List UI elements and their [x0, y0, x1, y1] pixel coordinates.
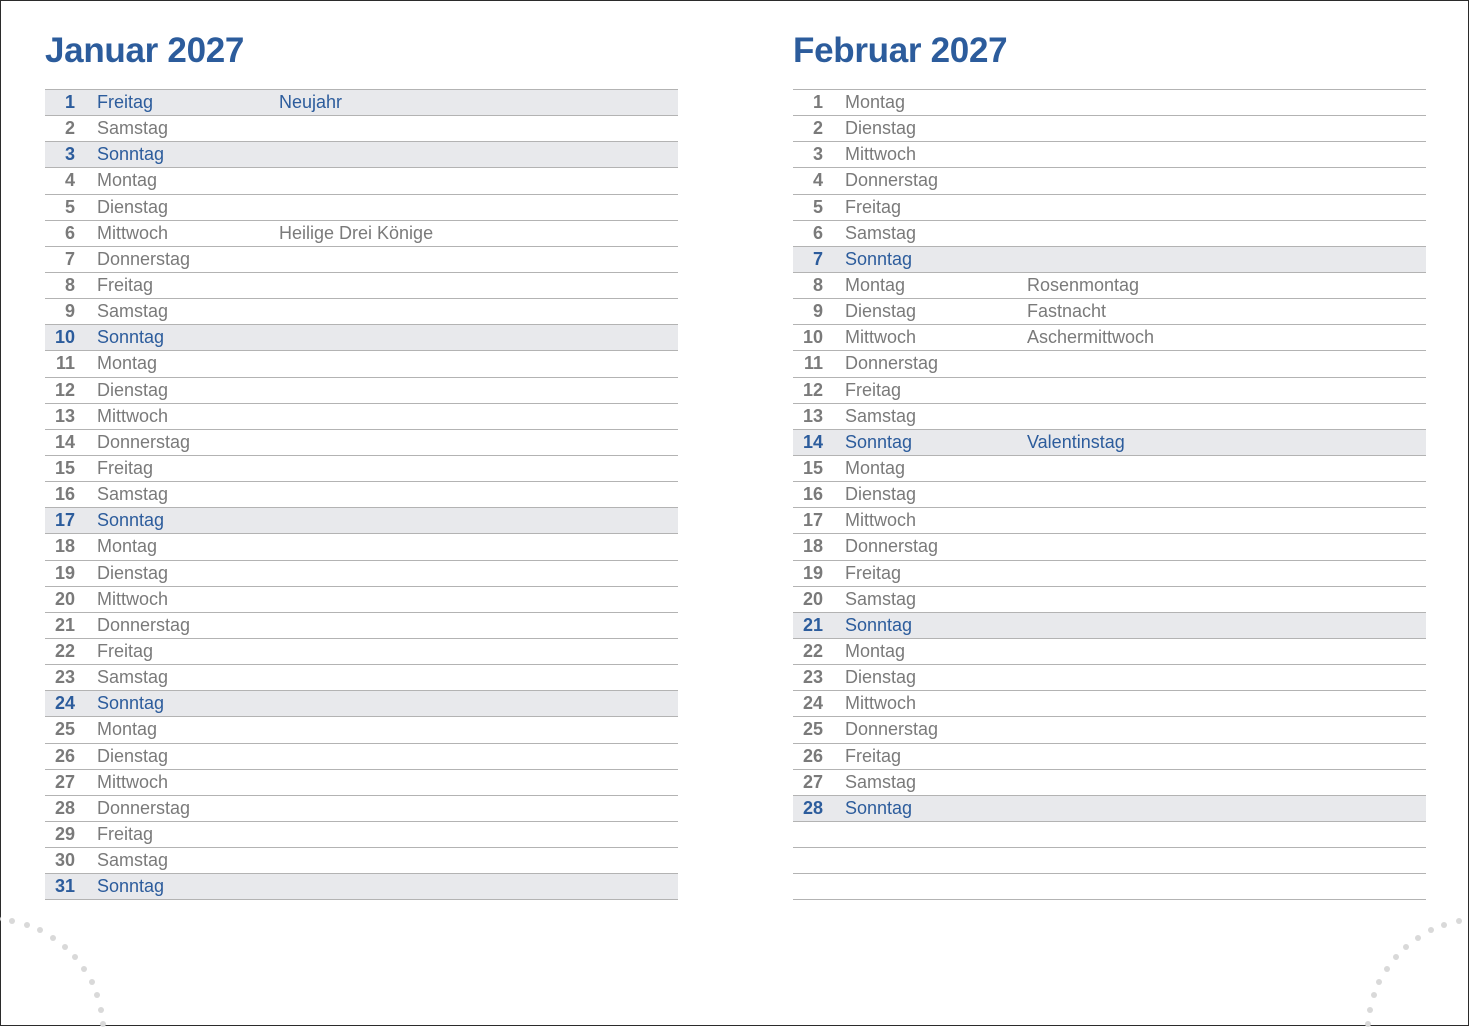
- day-number: 13: [802, 405, 823, 426]
- day-row: [45, 221, 678, 247]
- day-number: 5: [64, 196, 75, 217]
- day-row: [45, 508, 678, 534]
- day-number: 19: [802, 562, 823, 583]
- day-row: [45, 482, 678, 508]
- day-row: [45, 116, 678, 142]
- weekday-name: Freitag: [97, 457, 154, 478]
- day-number: 20: [54, 588, 75, 609]
- day-number: 2: [64, 118, 75, 139]
- day-row: [45, 378, 678, 404]
- weekday-name: Dienstag: [845, 484, 917, 505]
- weekday-name: Mittwoch: [97, 771, 169, 792]
- day-row: [793, 299, 1426, 325]
- weekday-name: Dienstag: [97, 196, 169, 217]
- weekday-name: Freitag: [845, 745, 902, 766]
- weekday-name: Donnerstag: [97, 614, 191, 635]
- weekday-name: Donnerstag: [97, 797, 191, 818]
- weekday-name: Mittwoch: [97, 222, 169, 243]
- day-number: 8: [64, 274, 75, 295]
- day-number: 1: [64, 92, 75, 112]
- day-row: [45, 247, 678, 273]
- decor-dot: [50, 935, 56, 941]
- empty-row: [793, 874, 1426, 900]
- day-number: 12: [54, 379, 75, 400]
- day-row: [45, 613, 678, 639]
- weekday-name: Sonntag: [97, 693, 165, 714]
- day-row: [45, 273, 678, 299]
- day-number: 16: [54, 484, 75, 505]
- day-number: 18: [802, 536, 823, 557]
- day-number: 15: [802, 457, 823, 478]
- day-number: 24: [802, 693, 823, 714]
- day-number: 30: [54, 850, 75, 871]
- weekday-name: Sonntag: [97, 327, 165, 348]
- weekday-name: Sonntag: [845, 248, 913, 269]
- weekday-name: Montag: [97, 353, 158, 374]
- day-number: 17: [802, 510, 823, 531]
- month-title: Februar 2027: [793, 31, 1008, 70]
- decor-dot: [1367, 1007, 1373, 1013]
- weekday-name: Montag: [845, 640, 906, 661]
- day-row: [793, 665, 1426, 691]
- day-list: [45, 89, 678, 900]
- empty-row: [793, 848, 1426, 874]
- day-row: [45, 430, 678, 456]
- weekday-name: Donnerstag: [97, 431, 191, 452]
- decor-dot: [1428, 927, 1434, 933]
- weekday-name: Dienstag: [845, 301, 917, 322]
- day-number: 10: [54, 327, 75, 348]
- weekday-name: Freitag: [845, 196, 902, 217]
- weekday-name: Samstag: [845, 771, 917, 792]
- weekday-name: Donnerstag: [845, 353, 939, 374]
- weekday-name: Donnerstag: [845, 719, 939, 740]
- decor-dot: [1376, 979, 1382, 985]
- day-row: [45, 195, 678, 221]
- day-row: [793, 247, 1426, 273]
- decor-dot: [94, 992, 100, 998]
- day-row: [793, 195, 1426, 221]
- weekday-name: Samstag: [845, 222, 917, 243]
- weekday-name: Montag: [97, 536, 158, 557]
- weekday-name: Mittwoch: [845, 693, 917, 714]
- weekday-name: Mittwoch: [845, 144, 917, 165]
- day-number: 25: [802, 719, 823, 740]
- holiday-label: Aschermittwoch: [1027, 327, 1155, 348]
- day-row: [45, 770, 678, 796]
- day-number: 11: [55, 353, 75, 374]
- day-row: [793, 587, 1426, 613]
- weekday-name: Samstag: [97, 301, 169, 322]
- day-number: 2: [812, 118, 823, 139]
- decor-dot: [100, 1021, 106, 1027]
- day-number: 3: [64, 144, 75, 165]
- day-row: [45, 796, 678, 822]
- day-number: 26: [802, 745, 823, 766]
- day-row: [793, 796, 1426, 822]
- decor-dot: [0, 916, 1, 922]
- day-row: [45, 325, 678, 351]
- day-number: 31: [54, 876, 75, 897]
- weekday-name: Samstag: [97, 484, 169, 505]
- weekday-name: Samstag: [845, 588, 917, 609]
- day-number: 18: [54, 536, 75, 557]
- decor-dot: [1371, 992, 1377, 998]
- weekday-name: Freitag: [845, 562, 902, 583]
- decor-dot: [1456, 918, 1462, 924]
- day-number: 23: [54, 667, 75, 688]
- holiday-label: Fastnacht: [1027, 301, 1107, 322]
- weekday-name: Donnerstag: [845, 170, 939, 191]
- decor-dot: [37, 927, 43, 933]
- day-number: 4: [64, 170, 75, 191]
- weekday-name: Donnerstag: [97, 248, 191, 269]
- day-row: [45, 848, 678, 874]
- day-number: 14: [54, 431, 75, 452]
- day-number: 8: [812, 274, 823, 295]
- day-number: 7: [64, 248, 75, 269]
- decor-dot: [9, 918, 15, 924]
- decor-dot: [1403, 944, 1409, 950]
- day-number: 9: [64, 301, 75, 322]
- day-row: [45, 168, 678, 194]
- day-row: [793, 351, 1426, 377]
- weekday-name: Freitag: [97, 92, 154, 112]
- weekday-name: Montag: [97, 170, 158, 191]
- day-number: 22: [802, 640, 823, 661]
- weekday-name: Mittwoch: [97, 588, 169, 609]
- day-row: [45, 665, 678, 691]
- day-row: [45, 299, 678, 325]
- decor-dot: [1441, 922, 1447, 928]
- day-row: [793, 561, 1426, 587]
- day-row: [45, 744, 678, 770]
- weekday-name: Sonntag: [97, 510, 165, 531]
- day-number: 10: [802, 327, 823, 348]
- empty-row: [793, 822, 1426, 848]
- day-row: [45, 691, 678, 717]
- day-number: 26: [54, 745, 75, 766]
- day-number: 11: [803, 353, 823, 374]
- day-row: [793, 325, 1426, 351]
- day-row: [793, 639, 1426, 665]
- day-row: [45, 534, 678, 560]
- weekday-name: Freitag: [845, 379, 902, 400]
- weekday-name: Dienstag: [97, 745, 169, 766]
- weekday-name: Montag: [845, 92, 906, 112]
- month-title: Januar 2027: [45, 31, 245, 70]
- day-number: 27: [802, 771, 823, 792]
- decor-dot: [1365, 1021, 1371, 1027]
- day-number: 21: [54, 614, 75, 635]
- weekday-name: Dienstag: [97, 379, 169, 400]
- weekday-name: Donnerstag: [845, 536, 939, 557]
- decor-dot: [1415, 935, 1421, 941]
- day-row: [793, 534, 1426, 560]
- day-number: 1: [812, 92, 823, 112]
- day-number: 16: [802, 484, 823, 505]
- day-number: 12: [802, 379, 823, 400]
- day-row: [793, 378, 1426, 404]
- holiday-label: Heilige Drei Könige: [279, 222, 434, 243]
- day-number: 6: [812, 222, 823, 243]
- day-row: [793, 90, 1426, 116]
- weekday-name: Samstag: [97, 850, 169, 871]
- day-number: 28: [54, 797, 75, 818]
- day-number: 9: [812, 301, 823, 322]
- day-number: 21: [802, 614, 823, 635]
- holiday-label: Rosenmontag: [1027, 274, 1140, 295]
- weekday-name: Freitag: [97, 274, 154, 295]
- day-number: 29: [54, 823, 75, 844]
- day-number: 20: [802, 588, 823, 609]
- day-row: [793, 116, 1426, 142]
- weekday-name: Mittwoch: [845, 510, 917, 531]
- day-row: [45, 561, 678, 587]
- day-number: 5: [812, 196, 823, 217]
- day-row: [793, 221, 1426, 247]
- weekday-name: Freitag: [97, 823, 154, 844]
- weekday-name: Samstag: [97, 667, 169, 688]
- day-number: 24: [54, 693, 75, 714]
- day-number: 13: [54, 405, 75, 426]
- day-row: [45, 639, 678, 665]
- day-row: [793, 482, 1426, 508]
- day-row: [793, 691, 1426, 717]
- weekday-name: Mittwoch: [845, 327, 917, 348]
- day-row: [793, 456, 1426, 482]
- weekday-name: Sonntag: [845, 614, 913, 635]
- decor-dot: [24, 922, 30, 928]
- day-row: [793, 142, 1426, 168]
- decor-dot: [1393, 954, 1399, 960]
- day-row: [45, 874, 678, 900]
- holiday-label: Neujahr: [279, 92, 343, 112]
- day-number: 3: [812, 144, 823, 165]
- decor-dot: [89, 979, 95, 985]
- day-number: 6: [64, 222, 75, 243]
- weekday-name: Sonntag: [845, 797, 913, 818]
- day-row: [45, 142, 678, 168]
- day-row: [45, 90, 678, 116]
- day-number: 14: [802, 431, 823, 452]
- weekday-name: Mittwoch: [97, 405, 169, 426]
- day-row: [793, 508, 1426, 534]
- decor-dot: [98, 1007, 104, 1013]
- day-number: 17: [54, 510, 75, 531]
- day-number: 27: [54, 771, 75, 792]
- day-row: [793, 717, 1426, 743]
- day-row: [45, 717, 678, 743]
- weekday-name: Sonntag: [97, 144, 165, 165]
- day-number: 19: [54, 562, 75, 583]
- day-row: [793, 744, 1426, 770]
- decor-dot: [81, 966, 87, 972]
- day-row: [45, 404, 678, 430]
- weekday-name: Samstag: [97, 118, 169, 139]
- weekday-name: Samstag: [845, 405, 917, 426]
- day-number: 23: [802, 667, 823, 688]
- weekday-name: Sonntag: [97, 876, 165, 897]
- weekday-name: Montag: [845, 274, 906, 295]
- weekday-name: Dienstag: [845, 667, 917, 688]
- day-number: 25: [54, 719, 75, 740]
- holiday-label: Valentinstag: [1027, 431, 1125, 452]
- day-list: [793, 89, 1426, 900]
- day-number: 4: [812, 170, 823, 191]
- weekday-name: Montag: [97, 719, 158, 740]
- day-number: 28: [802, 797, 823, 818]
- weekday-name: Freitag: [97, 640, 154, 661]
- day-row: [793, 273, 1426, 299]
- decor-dot: [72, 954, 78, 960]
- decor-dot: [1384, 966, 1390, 972]
- day-row: [45, 587, 678, 613]
- day-row: [793, 770, 1426, 796]
- weekday-name: Montag: [845, 457, 906, 478]
- day-number: 15: [54, 457, 75, 478]
- day-row: [45, 822, 678, 848]
- weekday-name: Dienstag: [845, 118, 917, 139]
- weekday-name: Dienstag: [97, 562, 169, 583]
- day-row: [45, 456, 678, 482]
- day-row: [45, 351, 678, 377]
- weekday-name: Sonntag: [845, 431, 913, 452]
- day-row: [793, 404, 1426, 430]
- day-number: 22: [54, 640, 75, 661]
- day-row: [793, 613, 1426, 639]
- day-row: [793, 430, 1426, 456]
- day-number: 7: [812, 248, 823, 269]
- decor-dot: [62, 944, 68, 950]
- day-row: [793, 168, 1426, 194]
